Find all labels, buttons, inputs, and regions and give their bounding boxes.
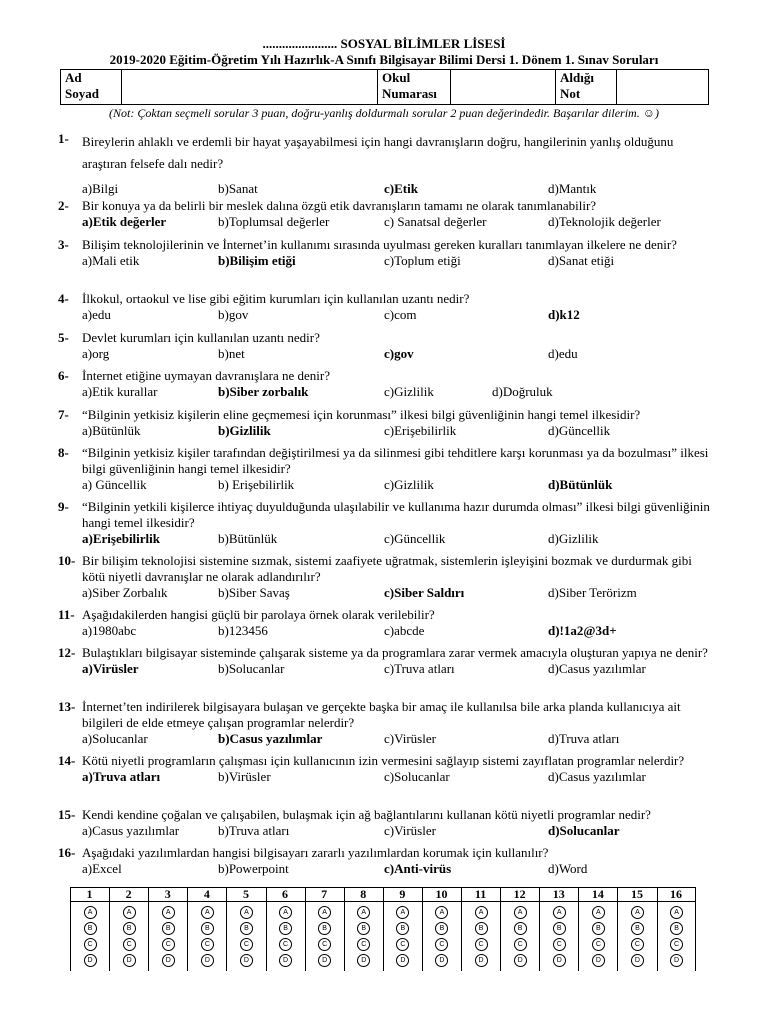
option-d[interactable]: d)Teknolojik değerler bbox=[548, 214, 661, 229]
option-d[interactable]: d)Casus yazılımlar bbox=[548, 769, 646, 784]
answer-bubble-d[interactable]: D bbox=[240, 954, 253, 967]
grid-column-divider bbox=[539, 887, 540, 971]
answer-bubble-a[interactable]: A bbox=[201, 906, 214, 919]
option-c[interactable]: c)Siber Saldırı bbox=[384, 585, 465, 600]
answer-bubble-b[interactable]: B bbox=[475, 922, 488, 935]
option-c[interactable]: c)Virüsler bbox=[384, 823, 436, 838]
option-a[interactable]: a)Mali etik bbox=[82, 253, 140, 268]
option-d[interactable]: d)Gizlilik bbox=[548, 531, 599, 546]
grid-column-number: 1 bbox=[86, 887, 93, 901]
option-a[interactable]: a)Casus yazılımlar bbox=[82, 823, 180, 838]
option-b[interactable]: b)Toplumsal değerler bbox=[218, 214, 330, 229]
option-b[interactable]: b) Erişebilirlik bbox=[218, 477, 295, 492]
name-label bbox=[61, 70, 122, 105]
question-number: 5- bbox=[58, 330, 69, 345]
option-d[interactable]: d)!1a2@3d+ bbox=[548, 623, 617, 638]
answer-bubble-c[interactable]: C bbox=[553, 938, 566, 951]
question-2 bbox=[58, 198, 718, 230]
option-c[interactable]: c)Solucanlar bbox=[384, 769, 450, 784]
answer-options bbox=[82, 623, 718, 639]
answer-bubble-a[interactable]: A bbox=[162, 906, 175, 919]
answer-bubble-c[interactable]: C bbox=[435, 938, 448, 951]
question-text: Bir konuya ya da belirli bir meslek dalına özgü etik davranışların tamamı ne olarak tanımlanabilir? bbox=[82, 198, 597, 213]
question-text: Kötü niyetli programların çalışması için kullanıcının izin vermesini sağlayıp sistemi zayıflatan programlar nelerdir? bbox=[82, 753, 685, 768]
question-text: “Bilginin yetkili kişilerce ihtiyaç duyulduğunda ulaşılabilir ve kullanıma hazır durumda olması” ilkesi bilgi güvenliğinin hangi temel ilkesidir? bbox=[82, 499, 710, 530]
answer-bubble-d[interactable]: D bbox=[475, 954, 488, 967]
question-number: 13- bbox=[58, 699, 76, 714]
answer-bubble-b[interactable]: B bbox=[123, 922, 136, 935]
grid-column-divider bbox=[148, 887, 149, 971]
grid-column-divider bbox=[578, 887, 579, 971]
option-b[interactable]: b)Truva atları bbox=[218, 823, 290, 838]
grid-column-divider bbox=[344, 887, 345, 971]
answer-options bbox=[82, 214, 718, 230]
option-c[interactable]: c)Truva atları bbox=[384, 661, 455, 676]
option-b[interactable]: b)123456 bbox=[218, 623, 268, 638]
question-13 bbox=[58, 699, 718, 747]
question-number: 15- bbox=[58, 807, 76, 822]
option-a[interactable]: a)Etik kurallar bbox=[82, 384, 158, 399]
option-b[interactable]: b)Siber zorbalık bbox=[218, 384, 309, 399]
option-c[interactable]: c)com bbox=[384, 307, 417, 322]
question-number: 8- bbox=[58, 445, 69, 460]
answer-bubble-b[interactable]: B bbox=[553, 922, 566, 935]
option-b[interactable]: b)Sanat bbox=[218, 181, 258, 196]
option-d[interactable]: d)Word bbox=[548, 861, 588, 876]
option-a[interactable]: a) Güncellik bbox=[82, 477, 147, 492]
question-7 bbox=[58, 407, 718, 439]
question-6 bbox=[58, 368, 718, 400]
number-label-line2: Numarası bbox=[382, 86, 437, 101]
answer-bubble-d[interactable]: D bbox=[592, 954, 605, 967]
student-info-table bbox=[60, 69, 709, 105]
option-a[interactable]: a)Excel bbox=[82, 861, 122, 876]
school-number-field[interactable] bbox=[451, 70, 556, 105]
question-16 bbox=[58, 845, 718, 877]
option-b[interactable]: b)gov bbox=[218, 307, 249, 322]
answer-options bbox=[82, 423, 718, 439]
answer-options bbox=[82, 384, 718, 400]
question-9 bbox=[58, 499, 718, 547]
answer-bubble-c[interactable]: C bbox=[279, 938, 292, 951]
question-number: 11- bbox=[58, 607, 75, 622]
grid-column-number: 13 bbox=[552, 887, 565, 901]
grid-column-divider bbox=[226, 887, 227, 971]
answer-bubble-b[interactable]: B bbox=[279, 922, 292, 935]
option-c[interactable]: c)gov bbox=[384, 346, 414, 361]
answer-bubble-d[interactable]: D bbox=[318, 954, 331, 967]
answer-bubble-c[interactable]: C bbox=[240, 938, 253, 951]
grid-column-number: 11 bbox=[474, 887, 487, 901]
question-number: 3- bbox=[58, 237, 69, 252]
answer-bubble-c[interactable]: C bbox=[631, 938, 644, 951]
option-c[interactable]: c)Erişebilirlik bbox=[384, 423, 457, 438]
grid-column-number: 3 bbox=[164, 887, 171, 901]
grid-column-divider bbox=[70, 887, 71, 971]
grid-column-number: 2 bbox=[125, 887, 132, 901]
option-a[interactable]: a)Siber Zorbalık bbox=[82, 585, 168, 600]
option-d[interactable]: d)Güncellik bbox=[548, 423, 611, 438]
option-b[interactable]: b)Powerpoint bbox=[218, 861, 289, 876]
question-text: Devlet kurumları için kullanılan uzantı nedir? bbox=[82, 330, 320, 345]
question-8 bbox=[58, 445, 718, 493]
grid-column-number: 10 bbox=[435, 887, 448, 901]
answer-bubble-a[interactable]: A bbox=[475, 906, 488, 919]
option-c[interactable]: c)Güncellik bbox=[384, 531, 446, 546]
option-b[interactable]: b)Siber Savaş bbox=[218, 585, 290, 600]
grid-column-number: 14 bbox=[591, 887, 604, 901]
grade-label bbox=[556, 70, 617, 105]
question-number: 9- bbox=[58, 499, 69, 514]
answer-bubble-d[interactable]: D bbox=[162, 954, 175, 967]
option-b[interactable]: b)net bbox=[218, 346, 245, 361]
answer-bubble-b[interactable]: B bbox=[592, 922, 605, 935]
answer-options bbox=[82, 181, 718, 197]
answer-bubble-c[interactable]: C bbox=[396, 938, 409, 951]
option-a[interactable]: a)1980abc bbox=[82, 623, 137, 638]
question-text: “Bilginin yetkisiz kişiler tarafından değiştirilmesi ya da silinmesi gibi tehditlere karşı korunması ya da bozulması” ilkesi bilgi güvenliğinin hangi temel ilkesidir? bbox=[82, 445, 709, 476]
option-b[interactable]: b)Bütünlük bbox=[218, 531, 278, 546]
answer-bubble-b[interactable]: B bbox=[318, 922, 331, 935]
school-name: ....................... SOSYAL BİLİMLER LİSESİ bbox=[262, 36, 506, 51]
answer-bubble-c[interactable]: C bbox=[162, 938, 175, 951]
question-number: 10- bbox=[58, 553, 76, 568]
question-number: 1- bbox=[58, 131, 69, 146]
answer-bubble-b[interactable]: B bbox=[162, 922, 175, 935]
answer-bubble-a[interactable]: A bbox=[279, 906, 292, 919]
answer-bubble-b[interactable]: B bbox=[357, 922, 370, 935]
answer-bubble-d[interactable]: D bbox=[84, 954, 97, 967]
answer-bubble-a[interactable]: A bbox=[553, 906, 566, 919]
answer-bubble-b[interactable]: B bbox=[514, 922, 527, 935]
answer-options bbox=[82, 253, 718, 269]
grid-column-number: 6 bbox=[282, 887, 289, 901]
option-d[interactable]: d)Sanat etiği bbox=[548, 253, 615, 268]
answer-bubble-a[interactable]: A bbox=[318, 906, 331, 919]
exam-note: (Not: Çoktan seçmeli sorular 3 puan, doğru-yanlış doldurmalı sorular 2 puan değerindedir. Başarılar dilerim. ☺) bbox=[109, 106, 659, 120]
option-a[interactable]: a)Bilgi bbox=[82, 181, 119, 196]
grid-column-divider bbox=[383, 887, 384, 971]
option-c[interactable]: c)abcde bbox=[384, 623, 425, 638]
grid-column-divider bbox=[305, 887, 306, 971]
answer-bubble-b[interactable]: B bbox=[240, 922, 253, 935]
answer-options bbox=[82, 661, 718, 677]
grid-column-divider bbox=[266, 887, 267, 971]
answer-bubble-c[interactable]: C bbox=[475, 938, 488, 951]
answer-bubble-d[interactable]: D bbox=[201, 954, 214, 967]
answer-options bbox=[82, 731, 718, 747]
option-c[interactable]: c)Gizlilik bbox=[384, 384, 434, 399]
answer-bubble-d[interactable]: D bbox=[514, 954, 527, 967]
answer-options bbox=[82, 307, 718, 323]
grid-column-number: 12 bbox=[513, 887, 526, 901]
question-14 bbox=[58, 753, 718, 785]
answer-bubble-c[interactable]: C bbox=[514, 938, 527, 951]
option-b[interactable]: b)Bilişim etiği bbox=[218, 253, 296, 268]
option-d[interactable]: d)Doğruluk bbox=[492, 384, 553, 399]
option-d[interactable]: d)edu bbox=[548, 346, 578, 361]
option-d[interactable]: d)Mantık bbox=[548, 181, 597, 196]
answer-bubble-a[interactable]: A bbox=[357, 906, 370, 919]
option-c[interactable]: c)Gizlilik bbox=[384, 477, 434, 492]
grid-column-number: 16 bbox=[670, 887, 683, 901]
grid-column-number: 8 bbox=[360, 887, 367, 901]
question-text: Bireylerin ahlaklı ve erdemli bir hayat yaşayabilmesi için hangi davranışların doğru, hangilerinin yanlış olduğunu araştıran felsefe dalı nedir? bbox=[82, 134, 674, 171]
answer-bubble-a[interactable]: A bbox=[592, 906, 605, 919]
exam-title: 2019-2020 Eğitim-Öğretim Yılı Hazırlık-A Sınıfı Bilgisayar Bilimi Dersi 1. Dönem 1. Sınav Soruları bbox=[109, 52, 659, 67]
answer-bubble-a[interactable]: A bbox=[396, 906, 409, 919]
grade-label-line2: Not bbox=[560, 86, 581, 101]
grid-column-divider bbox=[461, 887, 462, 971]
answer-options bbox=[82, 861, 718, 877]
question-5 bbox=[58, 330, 718, 362]
option-a[interactable]: a)org bbox=[82, 346, 110, 361]
question-number: 7- bbox=[58, 407, 69, 422]
option-b[interactable]: b)Virüsler bbox=[218, 769, 271, 784]
answer-bubble-b[interactable]: B bbox=[84, 922, 97, 935]
name-label-line1: Ad bbox=[65, 70, 82, 85]
option-c[interactable]: c)Virüsler bbox=[384, 731, 436, 746]
answer-bubble-d[interactable]: D bbox=[123, 954, 136, 967]
answer-bubble-d[interactable]: D bbox=[357, 954, 370, 967]
answer-bubble-b[interactable]: B bbox=[631, 922, 644, 935]
question-10 bbox=[58, 553, 718, 601]
question-11 bbox=[58, 607, 718, 639]
answer-bubble-a[interactable]: A bbox=[240, 906, 253, 919]
answer-options bbox=[82, 346, 718, 362]
grid-column-divider bbox=[617, 887, 618, 971]
answer-bubble-c[interactable]: C bbox=[84, 938, 97, 951]
option-a[interactable]: a)Etik değerler bbox=[82, 214, 167, 229]
question-number: 6- bbox=[58, 368, 69, 383]
answer-bubble-c[interactable]: C bbox=[318, 938, 331, 951]
answer-options bbox=[82, 585, 718, 601]
option-c[interactable]: c) Sanatsal değerler bbox=[384, 214, 487, 229]
answer-bubble-a[interactable]: A bbox=[670, 906, 683, 919]
grade-label-line1: Aldığı bbox=[560, 70, 594, 85]
answer-options bbox=[82, 477, 718, 493]
answer-bubble-d[interactable]: D bbox=[631, 954, 644, 967]
question-text: İnternet etiğine uymayan davranışlara ne denir? bbox=[82, 368, 330, 383]
question-text: İlkokul, ortaokul ve lise gibi eğitim kurumları için kullanılan uzantı nedir? bbox=[82, 291, 470, 306]
answer-bubble-c[interactable]: C bbox=[592, 938, 605, 951]
option-d[interactable]: d)Bütünlük bbox=[548, 477, 613, 492]
question-text: “Bilginin yetkisiz kişilerin eline geçmemesi için korunması” ilkesi bilgi güvenliğinin hangi temel ilkesidir? bbox=[82, 407, 641, 422]
question-text: Bir bilişim teknolojisi sistemine sızmak, sistemi zaafiyete uğratmak, sistemlerin işleyişini bozmak ve durdurmak gibi kötü niyetli davranışlar ne olarak adlandırılır? bbox=[82, 553, 692, 584]
grid-column-divider bbox=[109, 887, 110, 971]
answer-bubble-a[interactable]: A bbox=[631, 906, 644, 919]
question-number: 12- bbox=[58, 645, 76, 660]
question-12 bbox=[58, 645, 718, 677]
grid-column-number: 15 bbox=[630, 887, 643, 901]
question-text: Kendi kendine çoğalan ve çalışabilen, bulaşmak için ağ bağlantılarını kullanan kötü niyetli programlar nedir? bbox=[82, 807, 651, 822]
question-text: Aşağıdakilerden hangisi güçlü bir parolaya örnek olarak verilebilir? bbox=[82, 607, 435, 622]
grid-column-number: 5 bbox=[242, 887, 249, 901]
question-3 bbox=[58, 237, 718, 269]
answer-bubble-b[interactable]: B bbox=[670, 922, 683, 935]
answer-bubble-d[interactable]: D bbox=[670, 954, 683, 967]
question-text: Bilişim teknolojilerinin ve İnternet’in kullanımı sırasında uyulması gereken kuralları tanımlayan ilkelere ne denir? bbox=[82, 237, 677, 252]
question-number: 16- bbox=[58, 845, 76, 860]
grid-column-divider bbox=[422, 887, 423, 971]
question-1 bbox=[58, 131, 718, 197]
option-a[interactable]: a)edu bbox=[82, 307, 111, 322]
answer-bubble-c[interactable]: C bbox=[357, 938, 370, 951]
option-a[interactable]: a)Erişebilirlik bbox=[82, 531, 160, 546]
question-text: İnternet’ten indirilerek bilgisayara bulaşan ve gerçekte başka bir amaç ile kullanılsa bile arka planda kullanıcıya ait bilgileri de elde etmeye çalışan programlar nelerdir? bbox=[82, 699, 681, 730]
option-a[interactable]: a)Truva atları bbox=[82, 769, 161, 784]
answer-grid bbox=[70, 887, 696, 971]
option-b[interactable]: b)Casus yazılımlar bbox=[218, 731, 323, 746]
option-d[interactable]: d)Siber Terörizm bbox=[548, 585, 637, 600]
option-c[interactable]: c)Toplum etiği bbox=[384, 253, 461, 268]
grid-column-divider bbox=[657, 887, 658, 971]
answer-options bbox=[82, 823, 718, 839]
question-number: 14- bbox=[58, 753, 76, 768]
option-d[interactable]: d)k12 bbox=[548, 307, 580, 322]
grid-column-number: 7 bbox=[321, 887, 328, 901]
grid-column-number: 9 bbox=[399, 887, 406, 901]
option-a[interactable]: a)Solucanlar bbox=[82, 731, 148, 746]
name-label-line2: Soyad bbox=[65, 86, 99, 101]
question-number: 4- bbox=[58, 291, 69, 306]
option-a[interactable]: a)Virüsler bbox=[82, 661, 139, 676]
name-field[interactable] bbox=[122, 70, 378, 105]
answer-bubble-d[interactable]: D bbox=[435, 954, 448, 967]
answer-bubble-a[interactable]: A bbox=[435, 906, 448, 919]
question-number: 2- bbox=[58, 198, 69, 213]
option-b[interactable]: b)Solucanlar bbox=[218, 661, 285, 676]
answer-bubble-c[interactable]: C bbox=[201, 938, 214, 951]
answer-options bbox=[82, 531, 718, 547]
school-number-label bbox=[378, 70, 451, 105]
answer-bubble-d[interactable]: D bbox=[279, 954, 292, 967]
grid-column-number: 4 bbox=[203, 887, 210, 901]
answer-bubble-c[interactable]: C bbox=[123, 938, 136, 951]
option-a[interactable]: a)Bütünlük bbox=[82, 423, 141, 438]
answer-bubble-a[interactable]: A bbox=[84, 906, 97, 919]
option-c[interactable]: c)Etik bbox=[384, 181, 418, 196]
question-text: Aşağıdaki yazılımlardan hangisi bilgisayarı zararlı yazılımlardan korumak için kullanılır? bbox=[82, 845, 549, 860]
option-c[interactable]: c)Anti-virüs bbox=[384, 861, 452, 876]
answer-bubble-b[interactable]: B bbox=[201, 922, 214, 935]
question-4 bbox=[58, 291, 718, 323]
option-d[interactable]: d)Truva atları bbox=[548, 731, 620, 746]
answer-bubble-c[interactable]: C bbox=[670, 938, 683, 951]
grid-column-divider bbox=[500, 887, 501, 971]
answer-options bbox=[82, 769, 718, 785]
answer-bubble-b[interactable]: B bbox=[435, 922, 448, 935]
answer-bubble-b[interactable]: B bbox=[396, 922, 409, 935]
grade-field[interactable] bbox=[617, 70, 709, 105]
grid-column-divider bbox=[695, 887, 696, 971]
question-text: Bulaştıkları bilgisayar sisteminde çalışarak sisteme ya da programlara zarar vermek amacıyla oluşturan yapıya ne denir? bbox=[82, 645, 708, 660]
grid-column-divider bbox=[187, 887, 188, 971]
option-d[interactable]: d)Casus yazılımlar bbox=[548, 661, 646, 676]
answer-bubble-a[interactable]: A bbox=[514, 906, 527, 919]
answer-bubble-d[interactable]: D bbox=[396, 954, 409, 967]
question-15 bbox=[58, 807, 718, 839]
answer-bubble-a[interactable]: A bbox=[123, 906, 136, 919]
option-d[interactable]: d)Solucanlar bbox=[548, 823, 620, 838]
answer-bubble-d[interactable]: D bbox=[553, 954, 566, 967]
number-label-line1: Okul bbox=[382, 70, 411, 85]
option-b[interactable]: b)Gizlilik bbox=[218, 423, 271, 438]
